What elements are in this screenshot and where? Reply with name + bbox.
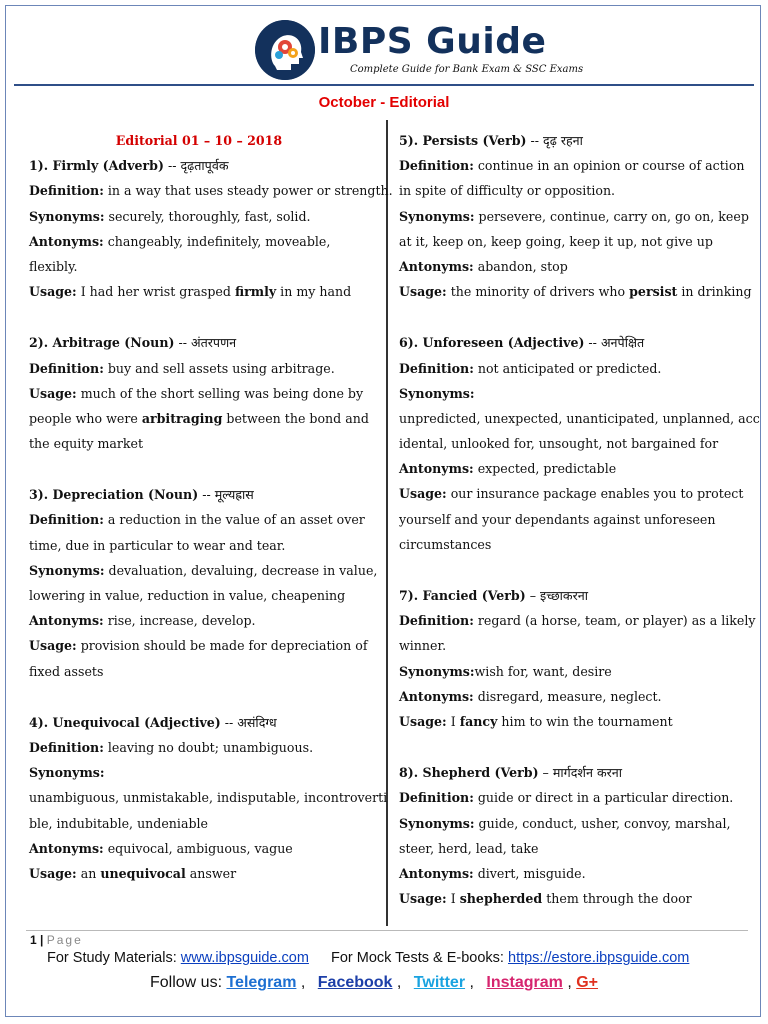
field-label: Antonyms:: [399, 865, 474, 881]
field-text: winner.: [399, 638, 447, 654]
study-materials-label: For Study Materials:: [47, 950, 181, 966]
field-text: wish for, want, desire: [474, 663, 612, 679]
field-label: Usage:: [399, 486, 447, 502]
entry-line: [399, 254, 745, 279]
entry-line: [29, 254, 369, 279]
entry-gap: [29, 304, 369, 330]
editorial-date-heading: Editorial 01 – 10 – 2018: [115, 133, 283, 148]
entry-line: [399, 356, 745, 381]
field-text: our insurance package enables you to protect: [446, 486, 744, 502]
entry-line: [399, 709, 745, 734]
field-label: Antonyms:: [399, 461, 474, 477]
entry-line: [29, 204, 369, 229]
entry-line: [399, 381, 745, 406]
field-label: Antonyms:: [399, 258, 474, 274]
field-text: steer, herd, lead, take: [399, 840, 539, 856]
entry-line: [29, 431, 369, 456]
field-text: idental, unlooked for, unsought, not bargained for: [399, 436, 719, 452]
field-label: Synonyms:: [399, 385, 475, 401]
field-label: Usage:: [29, 385, 77, 401]
field-label: Definition:: [399, 158, 474, 174]
field-text: lowering in value, reduction in value, cheapening: [29, 588, 346, 603]
emphasized-word: persist: [629, 284, 678, 300]
field-label: Antonyms:: [29, 613, 104, 629]
word-heading: [29, 153, 369, 178]
entry-line: [29, 608, 369, 633]
entry-line: [399, 507, 745, 532]
field-text: an: [76, 865, 101, 881]
word-title: 3). Depreciation (Noun): [29, 487, 199, 503]
field-text: a reduction in the value of an asset over: [103, 512, 365, 528]
field-text: devaluation, devaluing, decrease in value,: [104, 562, 378, 578]
social-separator: ,: [562, 974, 577, 991]
field-text: persevere, continue, carry on, go on, keep: [474, 208, 749, 224]
left-column: [29, 128, 393, 886]
field-text: abandon, stop: [473, 258, 568, 274]
entry-line: [399, 861, 745, 886]
entry-line: [29, 533, 369, 558]
field-text-after: them through the door: [542, 891, 692, 907]
word-heading: [29, 330, 369, 355]
field-text-after: in my hand: [276, 284, 352, 300]
field-text-after: him to win the tournament: [497, 713, 673, 729]
gplus-link[interactable]: G+: [576, 974, 599, 991]
field-label: Usage:: [399, 284, 447, 300]
page-number-value: 1: [30, 933, 37, 947]
field-label: Antonyms:: [399, 688, 474, 704]
emphasized-word: fancy: [459, 713, 498, 729]
mock-tests-label: For Mock Tests & E-books:: [330, 950, 508, 966]
field-text: provision should be made for depreciation of: [76, 638, 368, 654]
field-text: not anticipated or predicted.: [473, 360, 662, 376]
word-hindi-meaning: -- दृढ़ रहना: [526, 133, 583, 148]
social-separator: ,: [392, 974, 406, 991]
field-text: expected, predictable: [473, 461, 617, 477]
word-title: 2). Arbitrage (Noun): [29, 335, 175, 351]
entry-line: [399, 836, 745, 861]
entry-line: [29, 356, 369, 381]
entry-gap: [399, 557, 745, 583]
field-label: Definition:: [29, 512, 104, 528]
word-heading: [399, 128, 745, 153]
entry-line: [29, 811, 369, 836]
field-text: the equity market: [29, 436, 144, 452]
entry-line: [29, 861, 369, 886]
entry-line: [29, 229, 369, 254]
word-hindi-meaning: – इच्छाकरना: [525, 588, 588, 603]
field-label: Usage:: [29, 284, 77, 300]
field-text: at it, keep on, keep going, keep it up, not give up: [399, 233, 713, 249]
field-text: I had her wrist grasped: [76, 284, 235, 300]
word-hindi-meaning: -- अंतरपणन: [174, 335, 237, 351]
field-text: fixed assets: [29, 663, 104, 679]
entry-line: [399, 811, 745, 836]
word-heading: [29, 482, 369, 507]
page-number-separator: |: [36, 933, 47, 947]
entry-line: [399, 684, 745, 709]
entry-line: [29, 558, 378, 583]
field-text: changeably, indefinitely, moveable,: [103, 233, 331, 249]
field-text: circumstances: [399, 536, 492, 552]
field-label: Definition:: [399, 360, 474, 376]
field-label: Synonyms:: [29, 765, 105, 781]
header-rule: [14, 84, 754, 86]
right-column: [399, 128, 760, 911]
word-title: 1). Firmly (Adverb): [29, 158, 164, 174]
entry-line: [29, 178, 393, 203]
field-label: Definition:: [29, 360, 104, 376]
field-text: disregard, measure, neglect.: [473, 688, 662, 704]
field-label: Synonyms:: [399, 815, 475, 831]
entry-line: [399, 608, 756, 633]
header: [0, 8, 768, 78]
field-label: Antonyms:: [29, 233, 104, 249]
field-text: I: [446, 713, 460, 729]
instagram-link[interactable]: Instagram: [486, 974, 563, 991]
field-text: unambiguous, unmistakable, indisputable, incontroverti: [29, 790, 388, 806]
social-links: [150, 974, 598, 992]
field-label: Synonyms:: [29, 562, 105, 578]
field-text: leaving no doubt; unambiguous.: [103, 739, 314, 755]
entry-gap: [29, 456, 369, 482]
entry-line: [29, 735, 369, 760]
field-label: Definition:: [399, 613, 474, 629]
word-hindi-meaning: -- मूल्यह्रास: [198, 487, 254, 503]
entry-gap: [399, 304, 745, 330]
field-label: Usage:: [29, 865, 77, 881]
entry-line: [399, 481, 745, 506]
entry-line: [29, 633, 369, 658]
entry-line: [29, 659, 369, 684]
brain-gear-head-icon: [255, 20, 315, 80]
field-text-after: answer: [185, 865, 237, 881]
field-text: I: [446, 891, 460, 907]
entry-line: [29, 583, 369, 608]
entry-line: [399, 659, 745, 684]
entry-line: [399, 532, 745, 557]
entry-line: [399, 633, 745, 658]
field-text: regard (a horse, team, or player) as a likely: [473, 613, 756, 629]
page-number: [30, 933, 83, 947]
word-hindi-meaning: -- अनपेक्षित: [584, 335, 645, 351]
entry-line: [399, 153, 745, 178]
field-text: yourself and your dependants against unforeseen: [399, 511, 716, 527]
field-label: Definition:: [399, 790, 474, 806]
footer-links: [47, 950, 689, 966]
word-title: 4). Unequivocal (Adjective): [29, 714, 221, 730]
study-materials-link[interactable]: www.ibpsguide.com: [180, 950, 309, 966]
word-heading: [29, 710, 369, 735]
field-text: time, due in particular to wear and tear.: [29, 537, 286, 553]
field-label: Usage:: [29, 638, 77, 654]
emphasized-word: unequivocal: [100, 865, 186, 881]
field-label: Usage:: [399, 713, 447, 729]
field-text: ble, indubitable, undeniable: [29, 815, 208, 831]
entry-line: [29, 406, 369, 431]
field-text: guide or direct in a particular direction.: [473, 790, 734, 806]
field-text: flexibly.: [29, 258, 78, 274]
emphasized-word: arbitraging: [141, 410, 223, 426]
entry-line: [399, 431, 745, 456]
field-label: Definition:: [29, 183, 104, 199]
field-text-after: in drinking: [677, 284, 752, 300]
logo-title: IBPS Guide: [318, 21, 547, 62]
entry-line: [399, 456, 745, 481]
entry-line: [399, 178, 745, 203]
entry-line: [29, 760, 369, 785]
facebook-link[interactable]: Facebook: [317, 974, 393, 991]
field-text-after: between the bond and: [222, 410, 369, 426]
word-heading: [399, 583, 745, 608]
field-text: guide, conduct, usher, convoy, marshal,: [474, 815, 731, 831]
field-label: Synonyms:: [399, 663, 475, 679]
entry-line: [399, 886, 745, 911]
entry-gap: [29, 684, 369, 710]
field-text: people who were: [29, 410, 142, 426]
field-label: Antonyms:: [29, 840, 104, 856]
field-label: Definition:: [29, 739, 104, 755]
entry-line: [399, 204, 749, 229]
entry-gap: [399, 734, 745, 760]
field-text: divert, misguide.: [473, 865, 586, 881]
entry-line: [399, 279, 752, 304]
field-text: the minority of drivers who: [446, 284, 630, 300]
word-heading: [399, 330, 745, 355]
entry-line: [29, 507, 369, 532]
field-text: securely, thoroughly, fast, solid.: [104, 208, 311, 224]
social-separator: ,: [296, 974, 310, 991]
field-text: unpredicted, unexpected, unanticipated, unplanned, acc: [399, 410, 760, 426]
field-label: Synonyms:: [399, 208, 475, 224]
entry-line: [29, 279, 369, 304]
word-hindi-meaning: -- असंदिग्ध: [220, 714, 277, 730]
entry-line: [29, 381, 369, 406]
field-text: in a way that uses steady power or strength.: [103, 183, 393, 199]
word-heading: [399, 760, 745, 785]
field-text: continue in an opinion or course of action: [473, 158, 745, 174]
field-text: equivocal, ambiguous, vague: [103, 840, 293, 856]
social-separator: ,: [465, 974, 479, 991]
word-title: 5). Persists (Verb): [399, 133, 527, 148]
entry-line: [399, 229, 745, 254]
word-hindi-meaning: -- दृढ़तापूर्वक: [163, 158, 229, 174]
follow-us-label: Follow us:: [150, 974, 227, 991]
field-text: much of the short selling was being done by: [76, 385, 364, 401]
field-text: rise, increase, develop.: [103, 613, 256, 629]
word-title: 6). Unforeseen (Adjective): [399, 335, 585, 351]
field-text: buy and sell assets using arbitrage.: [103, 360, 335, 376]
footer-rule: [26, 930, 748, 931]
field-label: Synonyms:: [29, 208, 105, 224]
telegram-link[interactable]: Telegram: [226, 974, 297, 991]
entry-line: [29, 836, 369, 861]
page-word: Page: [46, 933, 83, 947]
twitter-link[interactable]: Twitter: [413, 974, 466, 991]
document-title: October - Editorial: [318, 94, 450, 111]
emphasized-word: shepherded: [459, 891, 543, 907]
word-title: 8). Shepherd (Verb): [399, 765, 539, 781]
field-text: in spite of difficulty or opposition.: [399, 183, 616, 199]
field-label: Usage:: [399, 891, 447, 907]
word-hindi-meaning: – मार्गदर्शन करना: [538, 765, 623, 781]
entry-line: [399, 785, 745, 810]
entry-line: [29, 785, 388, 810]
word-title: 7). Fancied (Verb): [399, 588, 526, 603]
emphasized-word: firmly: [234, 284, 277, 300]
entry-line: [399, 406, 760, 431]
logo-subtitle: Complete Guide for Bank Exam & SSC Exams: [350, 64, 584, 75]
mock-tests-link[interactable]: https://estore.ibpsguide.com: [508, 950, 690, 966]
